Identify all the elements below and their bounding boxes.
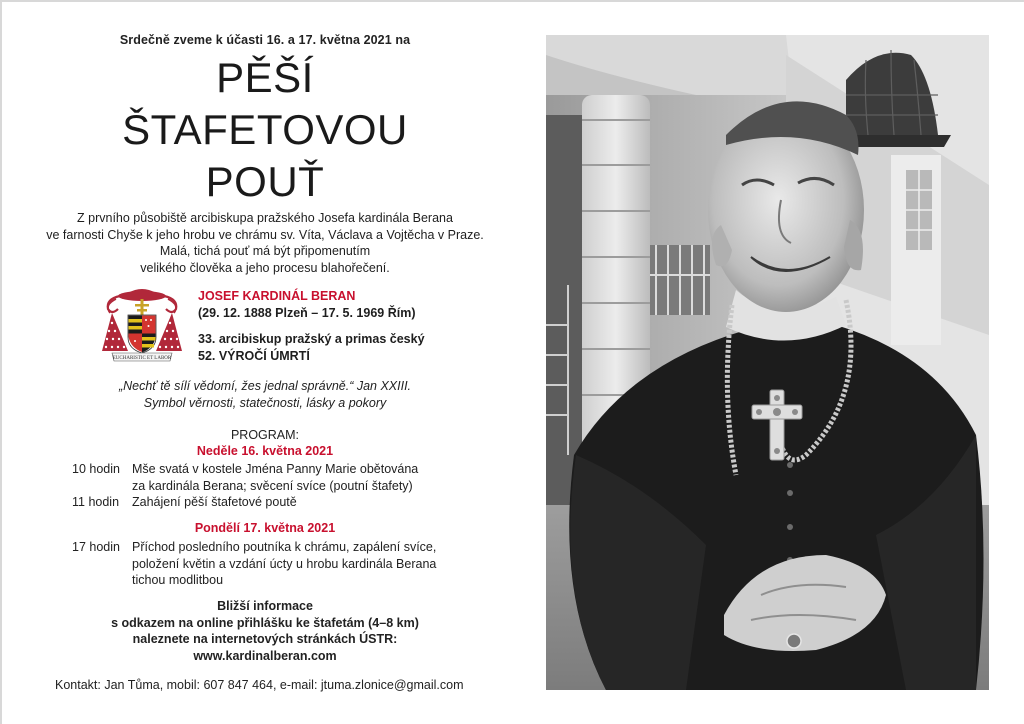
quote-block (0, 378, 530, 411)
intro-line: ve farnosti Chyše k jeho hrobu ve chrámu sv. Víta, Václava a Vojtěcha v Praze. (46, 227, 484, 242)
more-info-heading: Bližší informace (217, 599, 313, 613)
program-time: 10 hodin (72, 462, 120, 476)
cardinal-bio (198, 288, 425, 364)
program-description-line: položení květin a vzdání úcty u hrobu kardinála Berana (132, 556, 437, 571)
program-description (132, 539, 436, 589)
program-description-line: za kardinála Berana; svěcení svíce (poutní štafety) (132, 478, 413, 493)
program-description-line: Mše svatá v kostele Jména Panny Marie obětována (132, 462, 419, 476)
cardinal-role: 33. arcibiskup pražský a primas český (198, 332, 425, 346)
program-time: 17 hodin (72, 540, 120, 554)
cardinal-dates: (29. 12. 1888 Plzeň – 17. 5. 1969 Řím) (198, 305, 416, 320)
cardinal-name: JOSEF KARDINÁL BERAN (198, 289, 356, 303)
title-line: PĚŠÍ (216, 54, 314, 101)
svg-text:EUCHARISTIC ET LABOR: EUCHARISTIC ET LABOR (112, 356, 172, 361)
program-description-line: Zahájení pěší štafetové poutě (132, 495, 297, 509)
contact-line: Kontakt: Jan Tůma, mobil: 607 847 464, e-mail: jtuma.zlonice@gmail.com (55, 678, 464, 692)
intro-paragraph (0, 210, 530, 276)
intro-line: velikého člověka a jeho procesu blahořečení. (140, 260, 390, 275)
more-info-line: naleznete na internetových stránkách ÚSTR: (132, 632, 398, 646)
program-time: 11 hodin (72, 495, 120, 509)
program-day-1-date: Neděle 16. května 2021 (196, 444, 334, 458)
more-info-block (0, 598, 530, 664)
program-description-line: tichou modlitbou (132, 573, 224, 587)
anniversary-label: 52. VÝROČÍ ÚMRTÍ (198, 348, 310, 363)
program-description-line: Příchod posledního poutníka k chrámu, zapálení svíce, (132, 540, 437, 554)
program-description (132, 494, 297, 511)
program-day-2-date: Pondělí 17. května 2021 (194, 521, 336, 535)
quote-text: „Nechť tě sílí vědomí, žes jednal správně.“ Jan XXIII. (118, 379, 412, 393)
title-line: ŠTAFETOVOU (122, 106, 408, 153)
cardinal-portrait-photo (546, 35, 989, 690)
more-info-line: s odkazem na online přihlášku ke štafetám (4–8 km) (111, 615, 419, 630)
quote-subtitle: Symbol věrnosti, statečnosti, lásky a pokory (143, 395, 387, 410)
cardinal-coat-of-arms-icon (98, 287, 186, 365)
intro-line: Malá, tichá pouť má být připomenutím (159, 244, 371, 258)
website-link[interactable]: www.kardinalberan.com (193, 648, 337, 663)
invitation-line: Srdečně zveme k účasti 16. a 17. května 2021 na (119, 33, 411, 47)
title-line: POUŤ (205, 158, 325, 205)
program-description (132, 461, 418, 494)
program-heading: PROGRAM: (230, 428, 300, 442)
page-title (0, 52, 530, 208)
intro-line: Z prvního působiště arcibiskupa pražského Josefa kardinála Berana (77, 211, 453, 225)
